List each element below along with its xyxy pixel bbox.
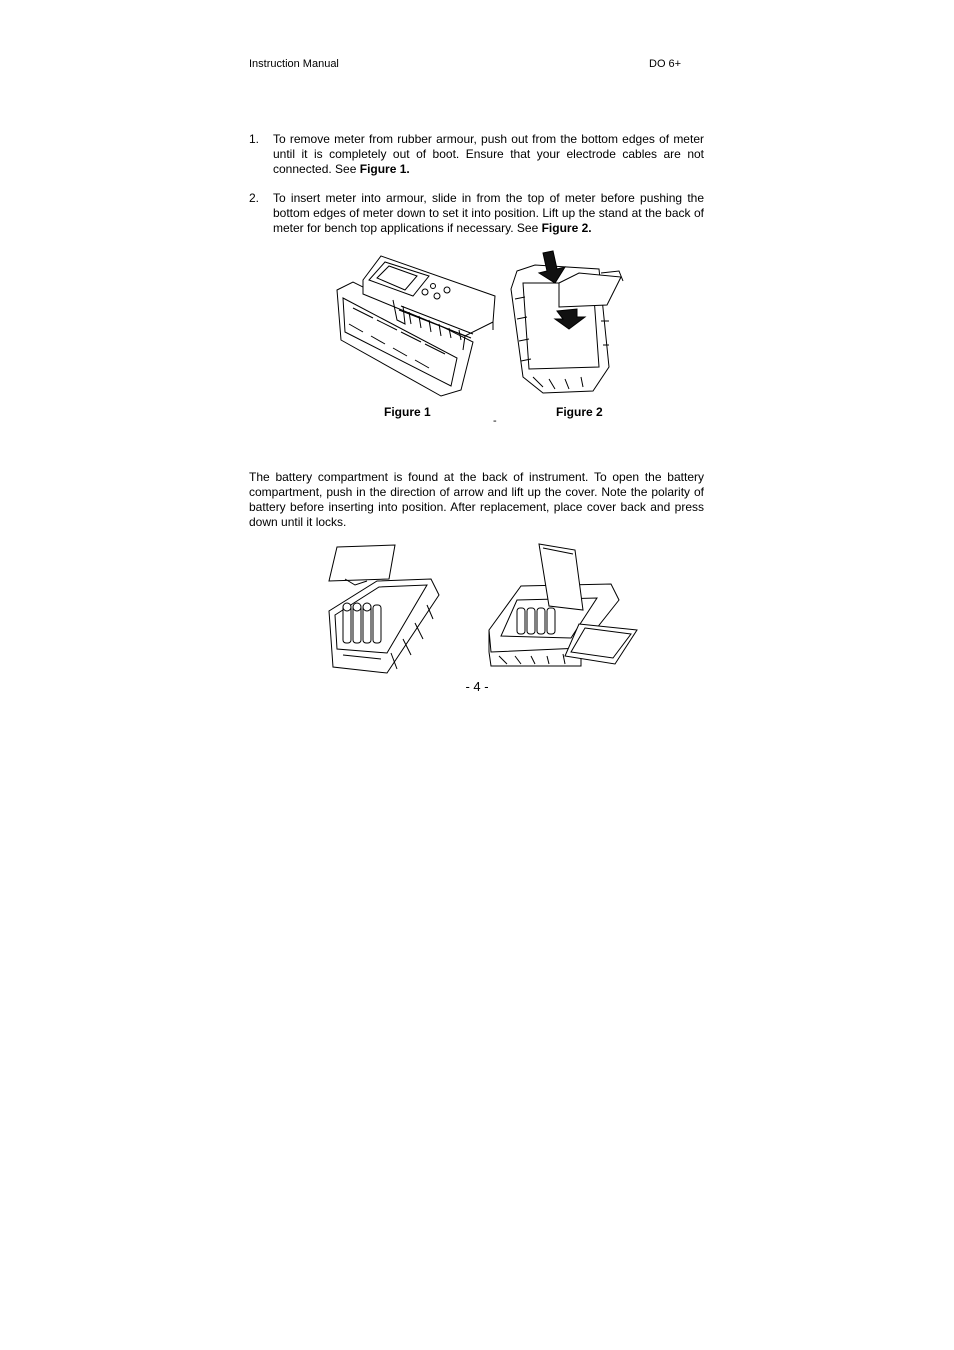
header-left: Instruction Manual [249, 58, 339, 70]
figure-2-caption: Figure 2 [556, 405, 603, 419]
battery-closed-illustration [487, 540, 641, 668]
figure-reference: Figure 1. [359, 162, 410, 176]
figure-1-caption: Figure 1 [384, 405, 431, 419]
list-item [249, 191, 704, 236]
step-text: To insert meter into armour, slide in from the top of meter before pushing the bottom edges of meter down to set it into position. Lift up the stand at the back of meter for bench top applications if necessary. See [273, 191, 704, 235]
step-text: To remove meter from rubber armour, push out from the bottom edges of meter until it is completely out of boot. Ensure that your electrode cables are not connected. See [273, 132, 704, 176]
battery-paragraph: The battery compartment is found at the back of instrument. To open the battery compartment, push in the direction of arrow and lift up the cover. Note the polarity of battery before inserting into position. After replacement, place cover back and press down until it locks. [249, 470, 704, 529]
stray-dash: - [493, 415, 497, 427]
page-number: - 4 - [465, 679, 489, 694]
step-number: 1. [249, 132, 260, 146]
list-item [249, 132, 704, 177]
instruction-list [249, 132, 704, 250]
battery-open-illustration [327, 543, 445, 675]
figure-2-illustration [509, 249, 627, 397]
step-number: 2. [249, 191, 260, 205]
figure-reference: Figure 2. [541, 221, 592, 235]
figure-1-illustration [333, 250, 498, 398]
header-right: DO 6+ [649, 58, 682, 70]
